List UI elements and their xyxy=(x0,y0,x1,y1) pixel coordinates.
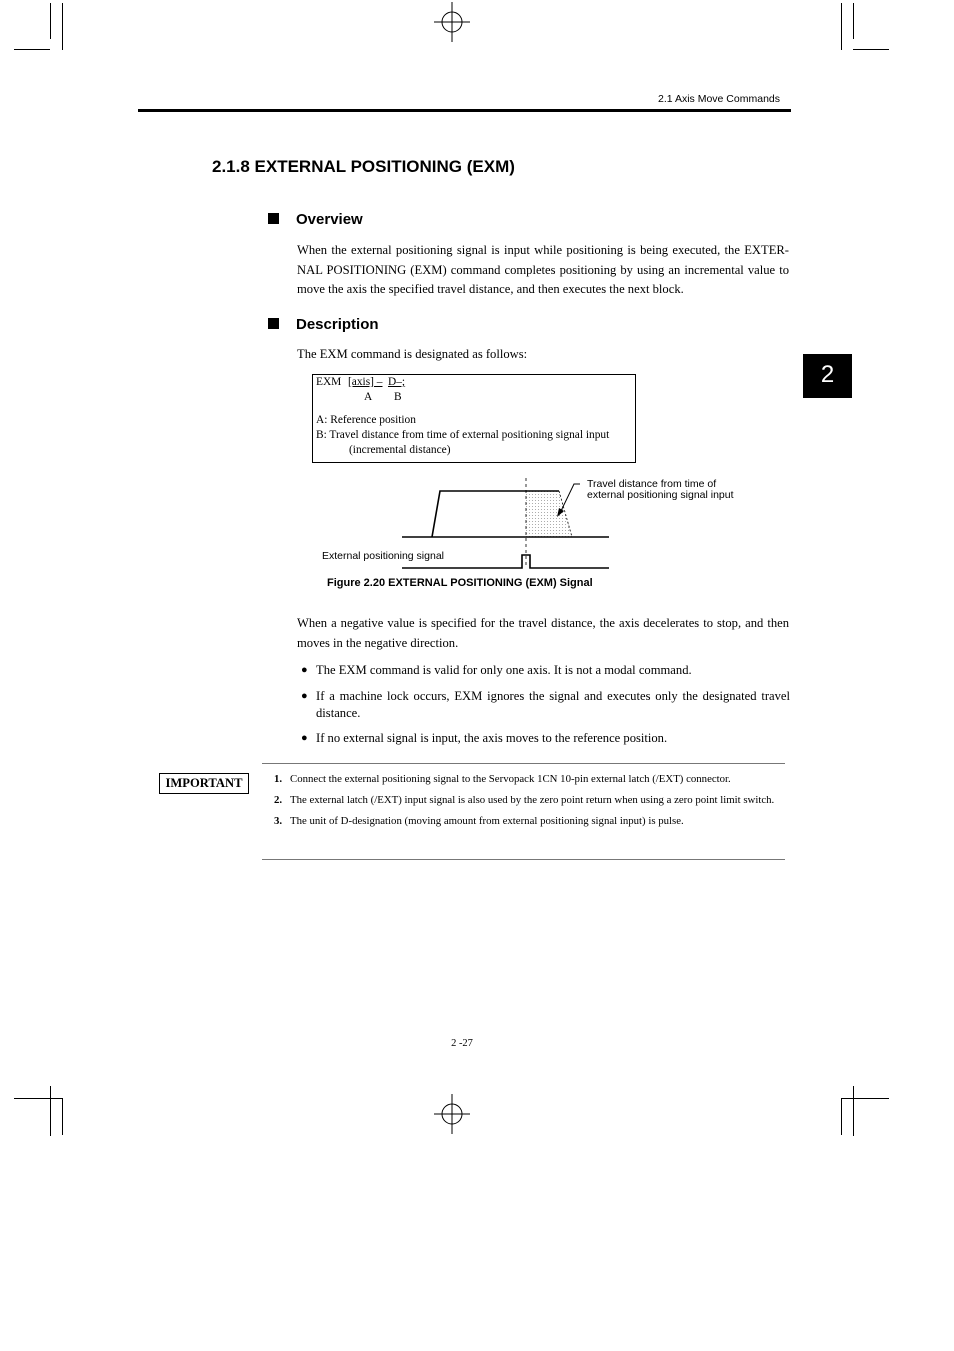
note-number: 2. xyxy=(274,794,283,806)
list-item xyxy=(300,688,790,723)
figure-annotation-line1: Travel distance from time of xyxy=(587,478,717,490)
list-item-text: The EXM command is valid for only one axis. It is not a modal command. xyxy=(316,663,692,677)
note-text: The unit of D-designation (moving amount from external positioning signal input) is pulse. xyxy=(290,815,684,827)
important-note xyxy=(274,770,784,788)
figure-annotation-line2: external positioning signal input xyxy=(587,489,734,501)
syntax-cmd: EXM xyxy=(316,376,342,388)
travel-distance-area xyxy=(526,491,572,537)
syntax-def-a: A: Reference position xyxy=(316,414,416,426)
header-rule xyxy=(138,109,791,112)
section-title: 2.1.8 EXTERNAL POSITIONING (EXM) xyxy=(212,157,515,176)
important-top-rule xyxy=(262,763,785,764)
syntax-label-b: B xyxy=(394,391,402,403)
command-syntax-box xyxy=(312,374,636,463)
list-item-text: If no external signal is input, the axis moves to the reference position. xyxy=(316,730,668,745)
figure-caption: Figure 2.20 EXTERNAL POSITIONING (EXM) Signal xyxy=(327,577,593,589)
list-item xyxy=(300,730,790,748)
external-signal-label: External positioning signal xyxy=(322,550,444,562)
bullet-list xyxy=(300,662,790,747)
syntax-def-b: B: Travel distance from time of external positioning signal input xyxy=(316,429,610,441)
chapter-tab: 2 xyxy=(803,354,852,398)
page-number: 2 -27 xyxy=(451,1038,473,1049)
overview-heading xyxy=(268,211,363,228)
syntax-label-a: A xyxy=(364,391,373,403)
square-bullet-icon xyxy=(268,318,279,329)
registration-mark-bottom xyxy=(432,1094,472,1134)
negative-value-paragraph: When a negative value is specified for the travel distance, the axis decelerates to stop, and then moves in the negative direction. xyxy=(297,616,789,650)
overview-heading-text: Overview xyxy=(296,211,363,228)
syntax-distance: D–; xyxy=(388,376,406,388)
registration-mark-top xyxy=(432,2,472,42)
important-bottom-rule xyxy=(262,859,785,860)
note-text: The external latch (/EXT) input signal is also used by the zero point return when using a zero point limit switch. xyxy=(290,794,775,806)
list-item-text: If a machine lock occurs, EXM ignores the signal and executes only the designated travel distance. xyxy=(316,688,790,720)
important-label: IMPORTANT xyxy=(159,773,249,794)
bullet-dot-icon: ● xyxy=(301,731,308,744)
note-number: 3. xyxy=(274,815,283,827)
description-heading xyxy=(268,316,379,333)
description-intro: The EXM command is designated as follows: xyxy=(297,347,528,361)
overview-paragraph: When the external positioning signal is input while positioning is being executed, the EXTER-NAL POSITIONING (EXM) command completes positioning by using an incremental value to move the axis the specified travel distance, and then executes the next block. xyxy=(297,243,789,296)
square-bullet-icon xyxy=(268,213,279,224)
syntax-def-b-cont: (incremental distance) xyxy=(349,444,451,456)
figure-annotation xyxy=(587,479,734,501)
important-notes xyxy=(274,770,784,833)
important-note xyxy=(274,812,784,830)
note-number: 1. xyxy=(274,773,283,785)
note-text: Connect the external positioning signal to the Servopack 1CN 10-pin external latch (/EXT) connector. xyxy=(290,773,731,785)
bullet-dot-icon: ● xyxy=(301,664,308,676)
running-header: 2.1 Axis Move Commands xyxy=(658,93,780,105)
important-note xyxy=(274,791,784,809)
description-heading-text: Description xyxy=(296,316,379,333)
syntax-axis: [axis] – xyxy=(348,376,383,388)
bullet-dot-icon: ● xyxy=(301,689,308,702)
list-item xyxy=(300,662,790,680)
